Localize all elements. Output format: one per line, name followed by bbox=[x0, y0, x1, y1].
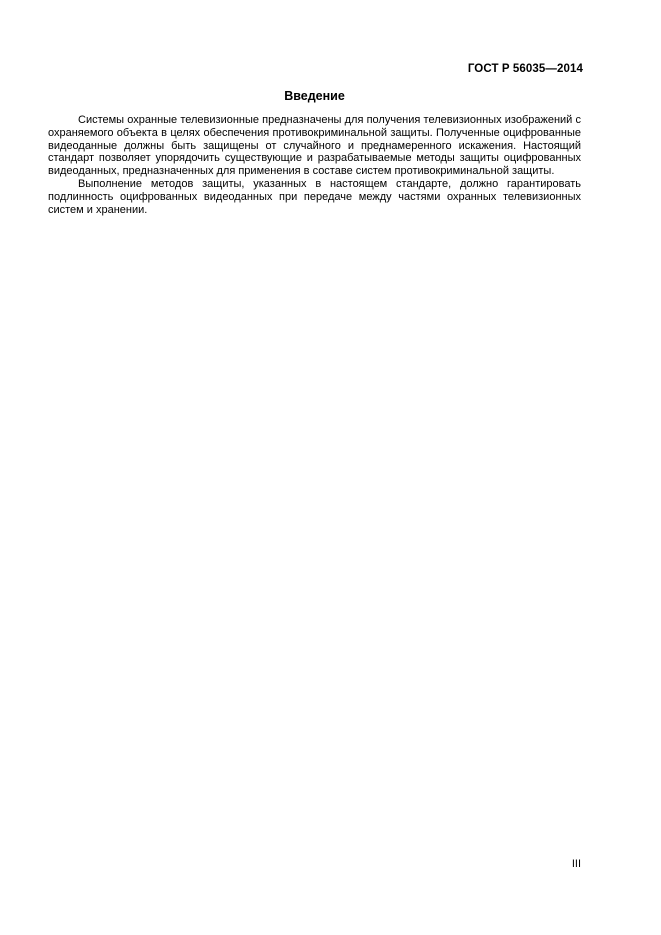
section-title: Введение bbox=[284, 89, 345, 103]
paragraph-2: Выполнение методов защиты, указанных в настоящем стандарте, должно гарантировать подлинность оцифрованных видеоданных при передаче между частями охранных телевизионных систем и хранении. bbox=[48, 177, 581, 216]
document-code: ГОСТ Р 56035—2014 bbox=[467, 63, 583, 75]
section-body bbox=[48, 114, 581, 216]
paragraph-1: Системы охранные телевизионные предназначены для получения телевизионных изображений с охраняемого объекта в целях обеспечения противокриминальной защиты. Полученные оцифрованные видеоданные должны быть защищены от случайного и преднамеренного искажения. Настоящий стандарт позволяет упорядочить существующие и разрабатываемые методы защиты оцифрованных видеоданных, предназначенных для применения в составе систем противокриминальной защиты. bbox=[48, 114, 581, 178]
page-number: III bbox=[571, 858, 581, 870]
